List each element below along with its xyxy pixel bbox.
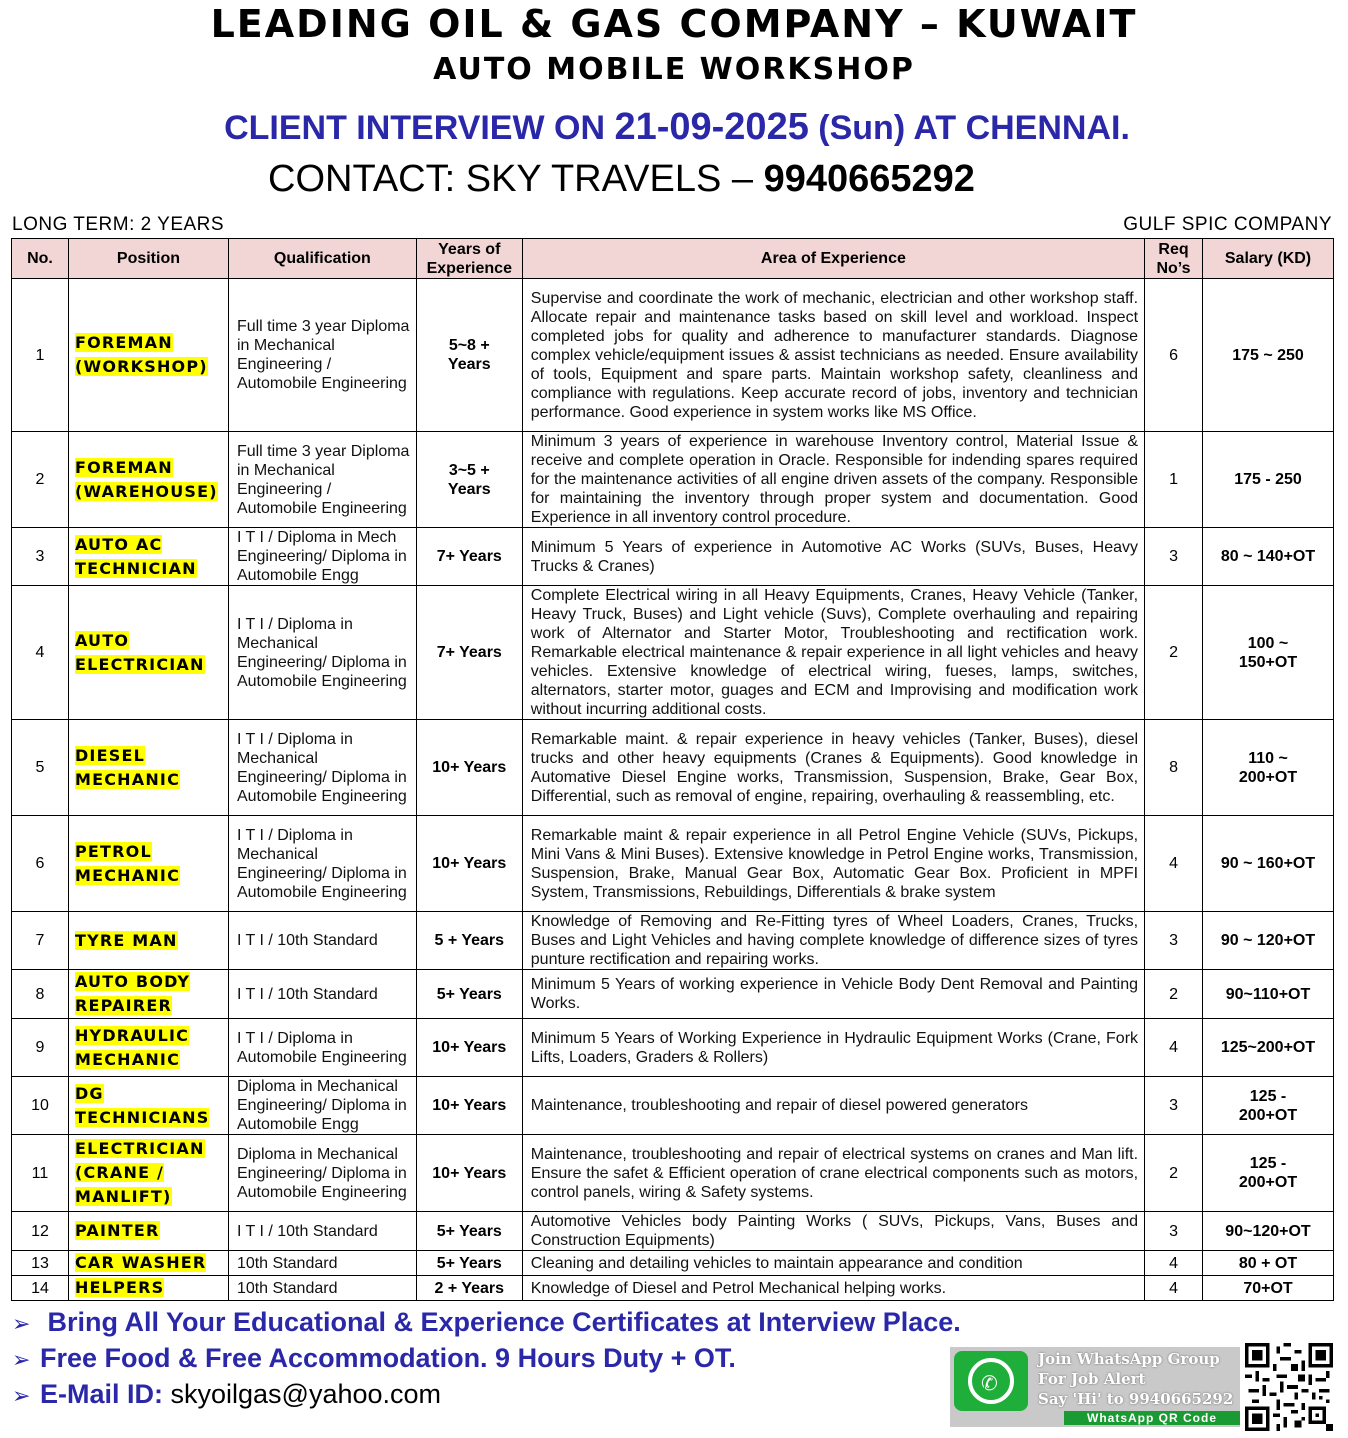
interview-date: 21-09-2025	[614, 106, 809, 148]
header-req-line2: No’s	[1156, 259, 1191, 277]
whatsapp-text	[1038, 1349, 1233, 1409]
experience-years-cell	[416, 279, 522, 432]
salary-value: 70+OT	[1243, 1279, 1293, 1297]
salary-value: 110 ~	[1248, 749, 1288, 767]
position-cell	[68, 1212, 228, 1251]
experience-years-cell	[416, 586, 522, 720]
position-title: (WORKSHOP)	[74, 357, 208, 376]
position-title: CAR WASHER	[74, 1253, 207, 1272]
position-title: MANLIFT)	[74, 1187, 172, 1206]
arrow-bullet-icon: ➢	[12, 1312, 31, 1337]
position-title: ELECTRICIAN	[74, 1139, 205, 1158]
table-body	[12, 279, 1334, 1301]
email-address[interactable]: skyoilgas@yahoo.com	[170, 1379, 442, 1409]
qualification-cell: 10th Standard	[228, 1251, 416, 1276]
experience-years: 10+ Years	[432, 855, 507, 872]
contact-line	[268, 158, 975, 201]
table-row	[12, 1077, 1334, 1135]
salary-value: 125 -	[1249, 1087, 1287, 1105]
position-title: MECHANIC	[74, 1049, 181, 1069]
qualification-cell: I T I / Diploma in Mech Engineering/ Diploma in Automobile Engg	[228, 528, 416, 586]
experience-years: 3~5 +	[448, 461, 490, 479]
table-row	[12, 912, 1334, 970]
salary-value: 200+OT	[1238, 768, 1298, 786]
position-title: HELPERS	[74, 1278, 165, 1297]
experience-years: Years	[447, 356, 491, 373]
company-name: GULF SPIC COMPANY	[1123, 214, 1332, 235]
experience-years-cell	[416, 816, 522, 912]
required-count-cell: 4	[1145, 1251, 1203, 1276]
table-row	[12, 1135, 1334, 1212]
experience-years-cell	[416, 528, 522, 586]
experience-years-cell	[416, 1212, 522, 1251]
position-title: REPAIRER	[74, 996, 172, 1015]
qualification-cell: Full time 3 year Diploma in Mechanical Engineering / Automobile Engineering	[228, 432, 416, 528]
qualification-cell: I T I / 10th Standard	[228, 1212, 416, 1251]
header-req-line1: Req	[1158, 240, 1189, 258]
qualification-cell: Diploma in Mechanical Engineering/ Diploma in Automobile Engg	[228, 1077, 416, 1135]
table-row	[12, 970, 1334, 1019]
row-number: 14	[12, 1276, 69, 1301]
experience-years: 5+ Years	[436, 985, 502, 1003]
required-count-cell: 8	[1145, 720, 1203, 816]
position-title: AUTO BODY	[74, 972, 191, 991]
table-header-row	[12, 239, 1334, 279]
salary-value: 80 ~ 140+OT	[1220, 548, 1316, 565]
whatsapp-banner[interactable]	[950, 1347, 1240, 1427]
position-cell	[68, 912, 228, 970]
table-row	[12, 279, 1334, 432]
required-count-cell: 6	[1145, 279, 1203, 432]
position-cell	[68, 970, 228, 1019]
row-number: 3	[12, 528, 69, 586]
experience-years: 10+ Years	[432, 759, 507, 776]
contact-phone: 9940665292	[763, 158, 975, 200]
area-of-experience-cell: Remarkable maint. & repair experience in heavy vehicles (Tanker, Buses), diesel trucks and other heavy equipments (Cranes & Equipments). Good knowledge in Automative Diesel Engine works, Transmission, Suspension, Brake, Gear Box, Differential, such as removal of engine, repairing, overhauling & reassembling, etc.	[522, 720, 1144, 816]
position-cell	[68, 586, 228, 720]
area-of-experience-cell: Cleaning and detailing vehicles to maintain appearance and condition	[522, 1251, 1144, 1276]
whatsapp-line1: Join WhatsApp Group	[1038, 1350, 1220, 1368]
position-title: ELECTRICIAN	[74, 654, 205, 674]
note-certificates	[12, 1304, 961, 1340]
area-of-experience-cell: Minimum 5 Years of experience in Automotive AC Works (SUVs, Buses, Heavy Trucks & Cranes)	[522, 528, 1144, 586]
position-title: (WAREHOUSE)	[74, 481, 218, 501]
experience-years-cell	[416, 1077, 522, 1135]
experience-years: Years	[447, 480, 491, 498]
experience-years: 5~8 +	[448, 337, 490, 354]
experience-years: 7+ Years	[436, 644, 502, 661]
position-title: PETROL	[74, 841, 152, 861]
salary-value: 80 + OT	[1238, 1254, 1298, 1272]
position-cell	[68, 528, 228, 586]
salary-cell	[1203, 1212, 1334, 1251]
qualification-cell: I T I / Diploma in Mechanical Engineering/ Diploma in Automobile Engineering	[228, 586, 416, 720]
position-title: PAINTER	[74, 1221, 160, 1240]
position-title: DIESEL	[74, 745, 145, 765]
position-title: TYRE MAN	[74, 930, 178, 950]
row-number: 2	[12, 432, 69, 528]
whatsapp-line3: Say 'Hi' to 9940665292	[1038, 1390, 1234, 1408]
experience-years: 10+ Years	[432, 1097, 507, 1114]
header-position: Position	[68, 239, 228, 279]
required-count-cell: 2	[1145, 970, 1203, 1019]
position-title: TECHNICIANS	[74, 1107, 210, 1127]
note-food	[12, 1340, 961, 1376]
row-number: 4	[12, 586, 69, 720]
row-number: 13	[12, 1251, 69, 1276]
row-number: 12	[12, 1212, 69, 1251]
experience-years: 5+ Years	[436, 1222, 502, 1240]
required-count-cell: 2	[1145, 1135, 1203, 1212]
area-of-experience-cell: Maintenance, troubleshooting and repair of diesel powered generators	[522, 1077, 1144, 1135]
position-title: (CRANE /	[74, 1163, 165, 1182]
row-number: 5	[12, 720, 69, 816]
salary-cell	[1203, 432, 1334, 528]
interview-line	[0, 106, 1348, 149]
position-cell	[68, 816, 228, 912]
note-certificates-text: Bring All Your Educational & Experience Certificates at Interview Place.	[40, 1307, 961, 1337]
position-title: MECHANIC	[74, 865, 181, 885]
interview-pre: CLIENT INTERVIEW ON	[224, 109, 615, 147]
salary-value: 90~110+OT	[1225, 985, 1311, 1003]
salary-value: 125~200+OT	[1220, 1039, 1316, 1056]
required-count-cell: 3	[1145, 912, 1203, 970]
area-of-experience-cell: Minimum 5 Years of working experience in Vehicle Body Dent Removal and Painting Works.	[522, 970, 1144, 1019]
experience-years: 5 + Years	[434, 932, 505, 949]
row-number: 1	[12, 279, 69, 432]
experience-years-cell	[416, 970, 522, 1019]
header-years	[416, 239, 522, 279]
salary-cell	[1203, 1251, 1334, 1276]
row-number: 8	[12, 970, 69, 1019]
experience-years: 5+ Years	[436, 1254, 502, 1272]
note-email	[12, 1376, 961, 1412]
contract-term: LONG TERM: 2 YEARS	[12, 214, 225, 235]
qualification-cell: 10th Standard	[228, 1276, 416, 1301]
whatsapp-icon: ✆	[954, 1351, 1028, 1411]
row-number: 11	[12, 1135, 69, 1212]
position-cell	[68, 1019, 228, 1077]
table-row	[12, 1212, 1334, 1251]
experience-years: 7+ Years	[436, 548, 502, 565]
position-cell	[68, 279, 228, 432]
note-food-text: Free Food & Free Accommodation. 9 Hours Duty + OT.	[40, 1343, 736, 1373]
position-title: DG	[74, 1083, 104, 1103]
table-row	[12, 720, 1334, 816]
experience-years: 10+ Years	[432, 1039, 507, 1056]
area-of-experience-cell: Minimum 5 Years of Working Experience in Hydraulic Equipment Works (Crane, Fork Lifts, Loaders, Graders & Rollers)	[522, 1019, 1144, 1077]
experience-years-cell	[416, 432, 522, 528]
position-cell	[68, 1276, 228, 1301]
page-subtitle: AUTO MOBILE WORKSHOP	[433, 52, 915, 87]
required-count-cell: 4	[1145, 816, 1203, 912]
arrow-bullet-icon: ➢	[12, 1348, 31, 1373]
required-count-cell: 4	[1145, 1019, 1203, 1077]
salary-value: 175 - 250	[1234, 471, 1302, 488]
position-title: HYDRAULIC	[74, 1025, 190, 1045]
salary-value: 90~120+OT	[1225, 1222, 1311, 1240]
header-years-line1: Years of	[438, 240, 501, 258]
experience-years-cell	[416, 720, 522, 816]
header-no: No.	[12, 239, 69, 279]
position-cell	[68, 1251, 228, 1276]
position-cell	[68, 432, 228, 528]
jobs-table	[11, 238, 1334, 1301]
experience-years-cell	[416, 1251, 522, 1276]
area-of-experience-cell: Complete Electrical wiring in all Heavy Equipments, Cranes, Heavy Vehicle (Tanker, Heavy Truck, Buses) and Light vehicle (Suvs), Complete overhauling and repairing work of Alternator and Starter Motor, Troubleshooting and rectification work. Remarkable electrical maintenance & repair experience in all light vehicles and heavy vehicles. Extensive knowledge of electrical wiring, fueses, lamps, switches, alternators, starter motor, guages and ECM and Improvising and modification work without incurring additional costs.	[522, 586, 1144, 720]
salary-cell	[1203, 1135, 1334, 1212]
salary-value: 200+OT	[1238, 1174, 1298, 1191]
header-salary: Salary (KD)	[1203, 239, 1334, 279]
header-qualification: Qualification	[228, 239, 416, 279]
contact-label: CONTACT: SKY TRAVELS –	[268, 158, 764, 200]
experience-years-cell	[416, 912, 522, 970]
email-label: E-Mail ID:	[40, 1379, 171, 1409]
salary-cell	[1203, 1276, 1334, 1301]
position-title: FOREMAN	[74, 333, 173, 352]
qualification-cell: Diploma in Mechanical Engineering/ Diploma in Automobile Engineering	[228, 1135, 416, 1212]
required-count-cell: 1	[1145, 432, 1203, 528]
table-row	[12, 1019, 1334, 1077]
notes-list	[12, 1304, 961, 1412]
table-row	[12, 586, 1334, 720]
area-of-experience-cell: Knowledge of Diesel and Petrol Mechanical helping works.	[522, 1276, 1144, 1301]
qualification-cell: I T I / Diploma in Mechanical Engineering/ Diploma in Automobile Engineering	[228, 816, 416, 912]
salary-cell	[1203, 912, 1334, 970]
required-count-cell: 3	[1145, 1077, 1203, 1135]
salary-cell	[1203, 528, 1334, 586]
salary-value: 90 ~ 160+OT	[1220, 855, 1316, 872]
area-of-experience-cell: Minimum 3 years of experience in warehouse Inventory control, Material Issue & receive and complete operation in Oracle. Responsible for indending spares required for the maintenance activities of all engine driven assets of the company. Responsible for maintaining the inventory through proper system and documentation. Good Experience in all inventory control procedure.	[522, 432, 1144, 528]
table-row	[12, 1276, 1334, 1301]
salary-cell	[1203, 970, 1334, 1019]
salary-value: 200+OT	[1238, 1106, 1298, 1124]
qualification-cell: I T I / 10th Standard	[228, 970, 416, 1019]
position-title: AUTO	[74, 630, 130, 650]
area-of-experience-cell: Supervise and coordinate the work of mechanic, electrician and other workshop staff. Allocate repair and maintenance tasks based on skill level and workload. Inspect completed jobs for quality and adherence to manufacturer standards. Diagnose complex vehicle/equipment issues & assist technicians as needed. Ensure availability of tools, Equipment and spare parts. Maintain workshop safety, cleanliness and compliance with regulations. Keep accurate record of jobs, inventory and technician performance. Good experience in system works like MS Office.	[522, 279, 1144, 432]
row-number: 7	[12, 912, 69, 970]
salary-value: 150+OT	[1238, 653, 1298, 671]
table-row	[12, 1251, 1334, 1276]
qualification-cell: I T I / Diploma in Automobile Engineering	[228, 1019, 416, 1077]
whatsapp-line2: For Job Alert	[1038, 1370, 1146, 1388]
required-count-cell: 2	[1145, 586, 1203, 720]
salary-value: 125 -	[1249, 1155, 1287, 1172]
required-count-cell: 3	[1145, 1212, 1203, 1251]
position-title: TECHNICIAN	[74, 558, 197, 578]
salary-value: 90 ~ 120+OT	[1220, 932, 1316, 949]
required-count-cell: 4	[1145, 1276, 1203, 1301]
salary-cell	[1203, 1019, 1334, 1077]
salary-cell	[1203, 816, 1334, 912]
experience-years: 2 + Years	[434, 1279, 505, 1297]
header-area: Area of Experience	[522, 239, 1144, 279]
position-title: MECHANIC	[74, 769, 181, 789]
salary-value: 175 ~ 250	[1232, 346, 1304, 364]
area-of-experience-cell: Knowledge of Removing and Re-Fitting tyres of Wheel Loaders, Cranes, Trucks, Buses and Light Vehicles and having complete knowledge of difference sizes of tyres punture rectification and repairing works.	[522, 912, 1144, 970]
experience-years-cell	[416, 1019, 522, 1077]
table-row	[12, 432, 1334, 528]
qualification-cell: I T I / 10th Standard	[228, 912, 416, 970]
position-cell	[68, 1077, 228, 1135]
arrow-bullet-icon: ➢	[12, 1384, 31, 1409]
whatsapp-qr-label: WhatsApp QR Code	[1064, 1411, 1240, 1425]
position-cell	[68, 1135, 228, 1212]
page-title: LEADING OIL & GAS COMPANY – KUWAIT	[210, 2, 1138, 46]
qualification-cell: I T I / Diploma in Mechanical Engineering/ Diploma in Automobile Engineering	[228, 720, 416, 816]
qr-code-icon[interactable]	[1245, 1343, 1333, 1431]
position-title: FOREMAN	[74, 457, 173, 477]
experience-years-cell	[416, 1135, 522, 1212]
position-cell	[68, 720, 228, 816]
row-number: 6	[12, 816, 69, 912]
table-row	[12, 528, 1334, 586]
salary-value: 100 ~	[1247, 634, 1289, 652]
row-number: 9	[12, 1019, 69, 1077]
experience-years: 10+ Years	[432, 1164, 507, 1182]
header-years-line2: Experience	[426, 259, 512, 277]
area-of-experience-cell: Automotive Vehicles body Painting Works ( SUVs, Pickups, Vans, Buses and Construction Equipments)	[522, 1212, 1144, 1251]
table-row	[12, 816, 1334, 912]
salary-cell	[1203, 720, 1334, 816]
header-req	[1145, 239, 1203, 279]
experience-years-cell	[416, 1276, 522, 1301]
row-number: 10	[12, 1077, 69, 1135]
qualification-cell: Full time 3 year Diploma in Mechanical Engineering / Automobile Engineering	[228, 279, 416, 432]
position-title: AUTO AC	[74, 534, 163, 554]
salary-cell	[1203, 279, 1334, 432]
area-of-experience-cell: Remarkable maint & repair experience in all Petrol Engine Vehicle (SUVs, Pickups, Mini Vans & Mini Buses). Extensive knowledge in Petrol Engine works, Transmission, Suspension, Brake, Manual Gear Box, Automatic Gear Box. Proficient in MPFI System, Transmissions, Rebuildings, Differentials & brake system	[522, 816, 1144, 912]
required-count-cell: 3	[1145, 528, 1203, 586]
area-of-experience-cell: Maintenance, troubleshooting and repair of electrical systems on cranes and Man lift. Ensure the safet & Efficient operation of crane electrical components such as motors, control panels, wiring & Safety systems.	[522, 1135, 1144, 1212]
salary-cell	[1203, 1077, 1334, 1135]
salary-cell	[1203, 586, 1334, 720]
interview-post: (Sun) AT CHENNAI.	[808, 109, 1130, 147]
